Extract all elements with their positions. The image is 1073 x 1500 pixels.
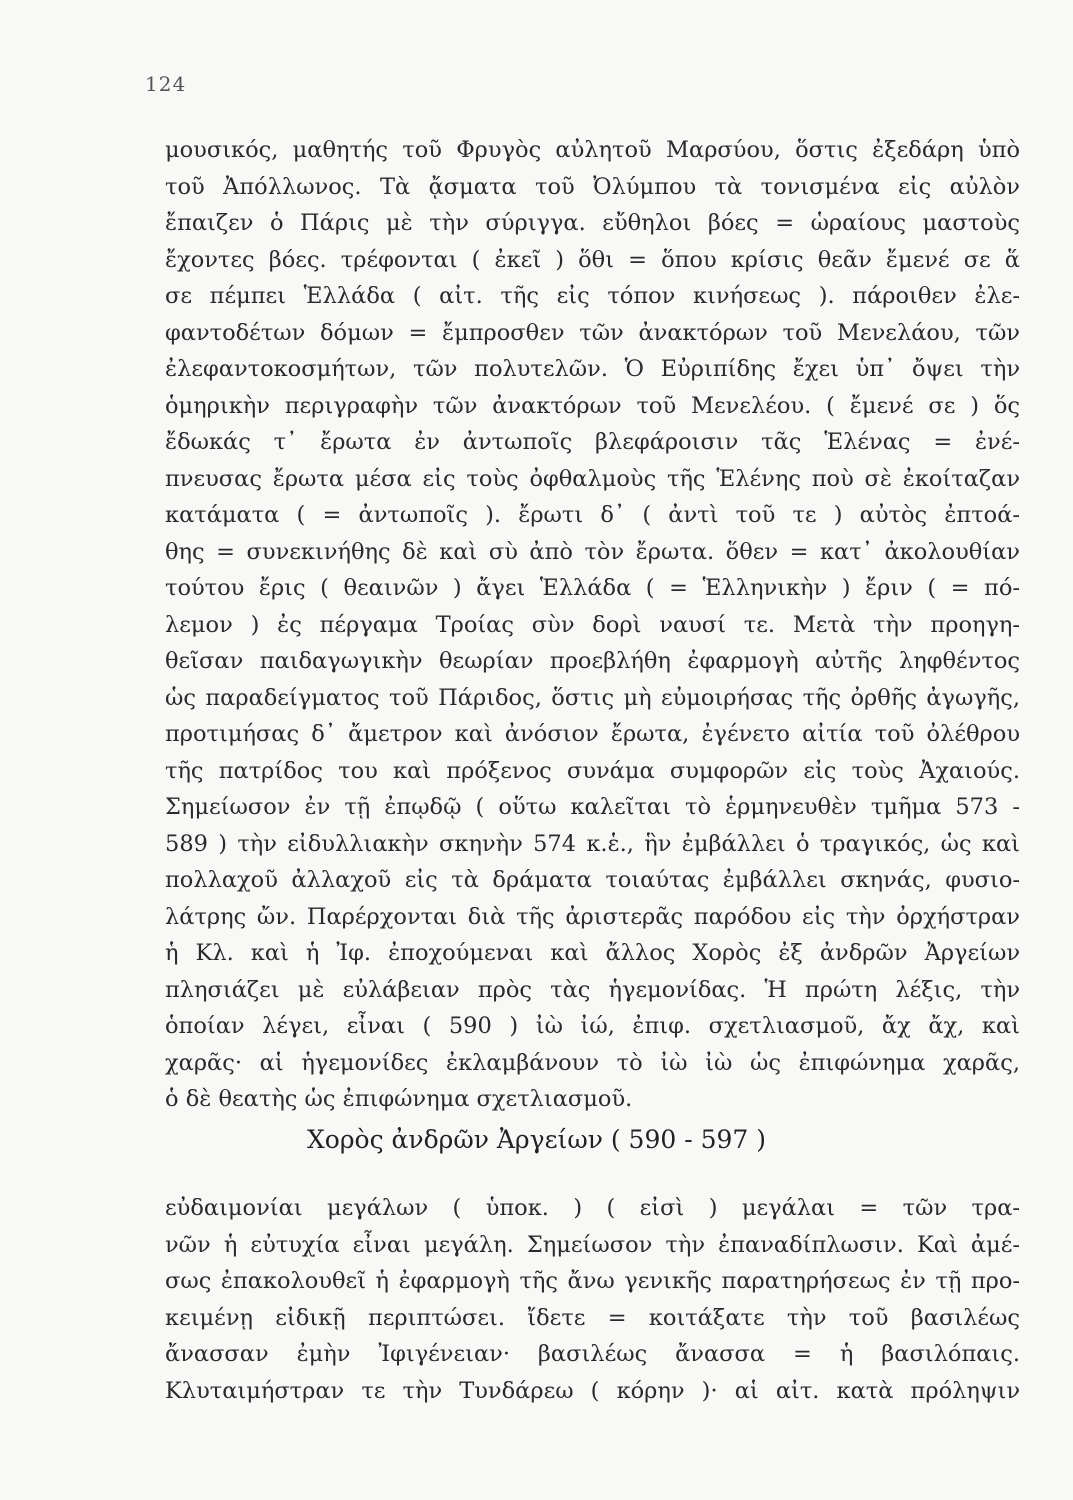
text-line: πολλαχοῦ ἀλλαχοῦ εἰς τὰ δράματα τοιαύτας ἐμβάλλει σκηνάς, φυσιο- xyxy=(165,867,1020,893)
text-line: ἄνασσαν ἐμὴν Ἰφιγένειαν· βασιλέως ἄνασσα = ἡ βασιλόπαις. xyxy=(165,1341,1020,1367)
text-line: χαρᾶς· αἱ ἡγεμονίδες ἐκλαμβάνουν τὸ ἰὼ ἰὼ ὡς ἐπιφώνημα χαρᾶς, xyxy=(165,1049,1020,1076)
text-line: ὁμηρικὴν περιγραφὴν τῶν ἀνακτόρων τοῦ Μενελέου. ( ἔμενέ σε ) ὅς xyxy=(165,392,1020,419)
text-line: τῆς πατρίδος του καὶ πρόξενος συνάμα συμφορῶν εἰς τοὺς Ἀχαιούς. xyxy=(165,757,1020,784)
text-line: λάτρης ὤν. Παρέρχονται διὰ τῆς ἀριστερᾶς παρόδου εἰς τὴν ὀρχήστραν xyxy=(165,903,1020,930)
text-line: τούτου ἔρις ( θεαινῶν ) ἄγει Ἑλλάδα ( = Ἑλληνικὴν ) ἔριν ( = πό- xyxy=(165,575,1020,601)
commentary-paragraph-1 xyxy=(165,132,1020,1118)
text-line: ὁποίαν λέγει, εἶναι ( 590 ) ἰὼ ἰώ, ἐπιφ. σχετλιασμοῦ, ἄχ ἄχ, καὶ xyxy=(165,1013,1020,1039)
text-line: σε πέμπει Ἑλλάδα ( αἰτ. τῆς εἰς τόπον κινήσεως ). πάροιθεν ἐλε- xyxy=(165,283,1020,309)
text-line: ἐλεφαντοκοσμήτων, τῶν πολυτελῶν. Ὁ Εὐριπίδης ἔχει ὑπ᾽ ὄψει τὴν xyxy=(165,356,1020,382)
text-line: τοῦ Ἀπόλλωνος. Τὰ ᾄσματα τοῦ Ὀλύμπου τὰ τονισμένα εἰς αὐλὸν xyxy=(165,173,1020,200)
section-heading: Χορὸς ἀνδρῶν Ἀργείων ( 590 - 597 ) xyxy=(306,1125,767,1154)
text-line: προτιμήσας δ᾽ ἄμετρον καὶ ἀνόσιον ἔρωτα, ἐγένετο αἰτία τοῦ ὀλέθρου xyxy=(165,721,1020,747)
text-line: ἔδωκάς τ᾽ ἔρωτα ἐν ἀντωποῖς βλεφάροισιν τᾶς Ἑλένας = ἐνέ- xyxy=(165,429,1020,455)
text-line: Κλυταιμήστραν τε τὴν Τυνδάρεω ( κόρην )· αἱ αἰτ. κατὰ πρόληψιν xyxy=(165,1377,1020,1404)
text-line: 589 ) τὴν εἰδυλλιακὴν σκηνὴν 574 κ.ἑ., ἣν ἐμβάλλει ὁ τραγικός, ὡς καὶ xyxy=(165,830,1020,857)
text-line: Σημείωσον ἐν τῇ ἐπῳδῷ ( οὕτω καλεῖται τὸ ἑρμηνευθὲν τμῆμα 573 - xyxy=(165,794,1020,820)
page-number: 124 xyxy=(145,72,187,96)
text-line: φαντοδέτων δόμων = ἔμπροσθεν τῶν ἀνακτόρων τοῦ Μενελάου, τῶν xyxy=(165,319,1020,346)
text-line: σως ἐπακολουθεῖ ἡ ἐφαρμογὴ τῆς ἄνω γενικῆς παρατηρήσεως ἐν τῇ προ- xyxy=(165,1268,1020,1294)
text-line: πλησιάζει μὲ εὐλάβειαν πρὸς τὰς ἡγεμονίδας. Ἡ πρώτη λέξις, τὴν xyxy=(165,976,1020,1003)
text-line: νῶν ἡ εὐτυχία εἶναι μεγάλη. Σημείωσον τὴν ἐπαναδίπλωσιν. Καὶ ἀμέ- xyxy=(165,1231,1020,1258)
text-line: ὡς παραδείγματος τοῦ Πάριδος, ὅστις μὴ εὐμοιρήσας τῆς ὀρθῆς ἀγωγῆς, xyxy=(165,684,1020,711)
text-line: εὐδαιμονίαι μεγάλων ( ὑποκ. ) ( εἰσὶ ) μεγάλαι = τῶν τρα- xyxy=(165,1195,1020,1221)
text-line: κατάματα ( = ἀντωποῖς ). ἔρωτι δ᾽ ( ἀντὶ τοῦ τε ) αὐτὸς ἐπτοά- xyxy=(165,502,1020,528)
text-line: πνευσας ἔρωτα μέσα εἰς τοὺς ὀφθαλμοὺς τῆς Ἑλένης ποὺ σὲ ἐκοίταζαν xyxy=(165,465,1020,492)
text-line: ὁ δὲ θεατὴς ὡς ἐπιφώνημα σχετλιασμοῦ. xyxy=(165,1086,633,1112)
text-line: λεμον ) ἐς πέργαμα Τροίας σὺν δορὶ ναυσί τε. Μετὰ τὴν προηγη- xyxy=(165,611,1020,638)
text-line: θεῖσαν παιδαγωγικὴν θεωρίαν προεβλήθη ἐφαρμογὴ αὐτῆς ληφθέντος xyxy=(165,648,1020,674)
text-line: ἔχοντες βόες. τρέφονται ( ἐκεῖ ) ὅθι = ὅπου κρίσις θεᾶν ἔμενέ σε ἅ xyxy=(165,246,1020,273)
text-line: θης = συνεκινήθης δὲ καὶ σὺ ἀπὸ τὸν ἔρωτα. ὅθεν = κατ᾽ ἀκολουθίαν xyxy=(165,538,1020,565)
text-line: κειμένῃ εἰδικῇ περιπτώσει. ἴδετε = κοιτάξατε τὴν τοῦ βασιλέως xyxy=(165,1304,1020,1331)
commentary-paragraph-2 xyxy=(165,1190,1020,1409)
text-line: μουσικός, μαθητής τοῦ Φρυγὸς αὐλητοῦ Μαρσύου, ὅστις ἐξεδάρη ὑπὸ xyxy=(165,137,1020,163)
text-line: ἔπαιζεν ὁ Πάρις μὲ τὴν σύριγγα. εὔθηλοι βόες = ὡραίους μαστοὺς xyxy=(165,210,1020,236)
text-line: ἡ Κλ. καὶ ἡ Ἰφ. ἐποχούμεναι καὶ ἄλλος Χορὸς ἐξ ἀνδρῶν Ἀργείων xyxy=(165,940,1020,966)
